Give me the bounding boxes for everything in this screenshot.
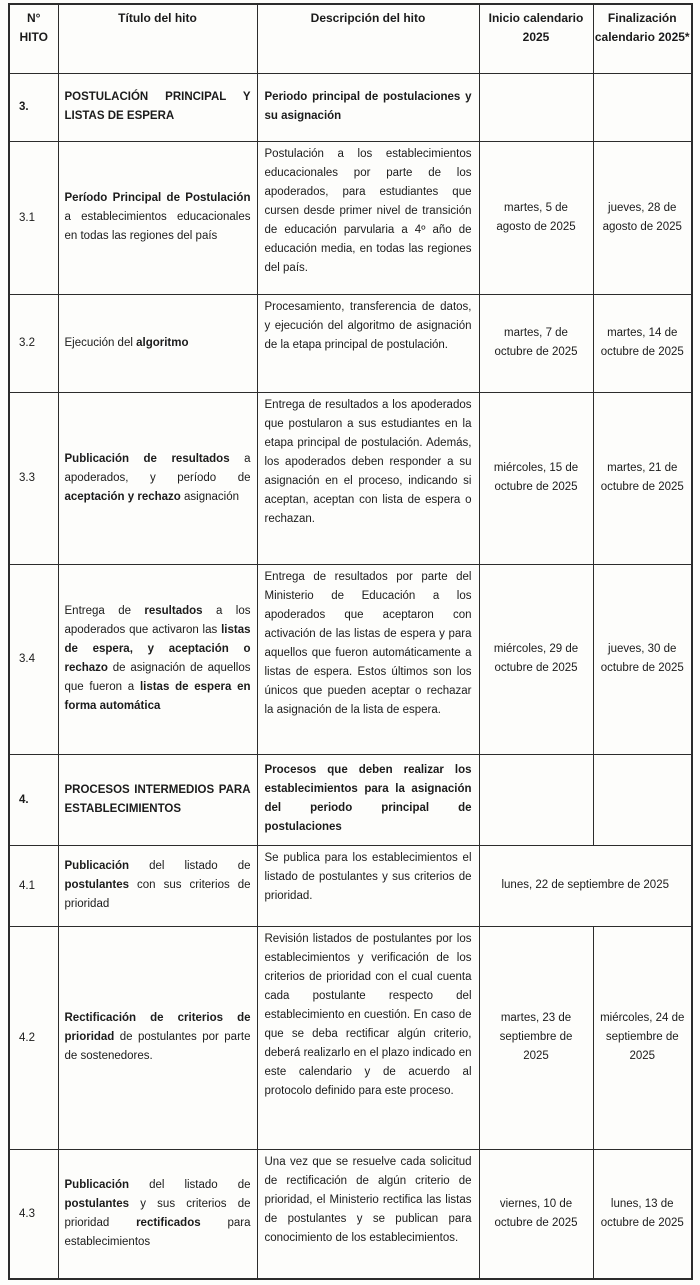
table-row (9, 294, 692, 392)
row-date-start (479, 754, 593, 845)
row-title: PROCESOS INTERMEDIOS PARA ESTABLECIMIENTOS (58, 754, 257, 845)
header-row (9, 4, 692, 73)
header-cell-inicio: Inicio calendario 2025 (479, 4, 593, 73)
row-number: 3.4 (9, 564, 58, 754)
table-row (9, 141, 692, 294)
row-description: Revisión listados de postulantes por los establecimientos y verificación de los criterios de prioridad con el cual cuenta cada postulante respecto del establecimiento en cuestión. En caso de que se deba rectificar algún criterio, deberá realizarlo en el plazo indicado en este calendario y de acuerdo al protocolo definido para este proceso. (257, 926, 479, 1149)
row-number: 4.1 (9, 845, 58, 926)
row-description: Se publica para los establecimientos el listado de postulantes y sus criterios de prioridad. (257, 845, 479, 926)
row-date-start: martes, 23 de septiembre de 2025 (479, 926, 593, 1149)
row-number: 4.2 (9, 926, 58, 1149)
table-row (9, 564, 692, 754)
row-date-end: martes, 21 de octubre de 2025 (593, 392, 692, 564)
row-title: Publicación del listado de postulantes con sus criterios de prioridad (58, 845, 257, 926)
row-date-end (593, 754, 692, 845)
row-title: POSTULACIÓN PRINCIPAL Y LISTAS DE ESPERA (58, 73, 257, 141)
table-row (9, 754, 692, 845)
row-date-start: viernes, 10 de octubre de 2025 (479, 1149, 593, 1279)
row-number: 4.3 (9, 1149, 58, 1279)
row-number: 3.3 (9, 392, 58, 564)
row-description: Procesamiento, transferencia de datos, y ejecución del algoritmo de asignación de la etapa principal de postulación. (257, 294, 479, 392)
row-date-end: jueves, 28 de agosto de 2025 (593, 141, 692, 294)
row-title: Publicación de resultados a apoderados, y período de aceptación y rechazo asignación (58, 392, 257, 564)
row-date-start: martes, 7 de octubre de 2025 (479, 294, 593, 392)
row-number: 3. (9, 73, 58, 141)
row-date-end: martes, 14 de octubre de 2025 (593, 294, 692, 392)
row-description: Entrega de resultados por parte del Ministerio de Educación a los apoderados que aceptaron con activación de las listas de espera y para aquellos que fueron automáticamente a listas de espera. Estos últimos son los únicos que pueden aceptar o rechazar la asignación de la lista de espera. (257, 564, 479, 754)
row-date-start: miércoles, 15 de octubre de 2025 (479, 392, 593, 564)
header-cell-numero (9, 4, 58, 73)
row-description: Una vez que se resuelve cada solicitud de rectificación de algún criterio de prioridad, el Ministerio rectifica las listas de postulantes y se publican para conocimiento de los establecimientos. (257, 1149, 479, 1279)
table-row (9, 926, 692, 1149)
table-body (9, 73, 692, 1279)
header-cell-titulo: Título del hito (58, 4, 257, 73)
row-date-end: jueves, 30 de octubre de 2025 (593, 564, 692, 754)
header-numero-line1: N° (27, 11, 41, 25)
row-number: 4. (9, 754, 58, 845)
row-date-end (593, 73, 692, 141)
row-description: Entrega de resultados a los apoderados que postularon a sus estudiantes en la etapa principal de postulación. Además, los apoderados deben responder a su asignación en el proceso, indicando si aceptan, aceptan con lista de espera o rechazan. (257, 392, 479, 564)
row-title: Entrega de resultados a los apoderados que activaron las listas de espera, y aceptación o rechazo de asignación de aquellos que fueron a listas de espera en forma automática (58, 564, 257, 754)
header-cell-finalizacion: Finalización calendario 2025* (593, 4, 692, 73)
calendar-table (8, 3, 693, 1280)
header-numero-line2: HITO (19, 30, 48, 44)
row-title: Período Principal de Postulación a establecimientos educacionales en todas las regiones del país (58, 141, 257, 294)
row-date-start (479, 73, 593, 141)
row-date-end: miércoles, 24 de septiembre de 2025 (593, 926, 692, 1149)
header-cell-descripcion: Descripción del hito (257, 4, 479, 73)
row-title: Rectificación de criterios de prioridad de postulantes por parte de sostenedores. (58, 926, 257, 1149)
row-description: Periodo principal de postulaciones y su asignación (257, 73, 479, 141)
row-date-end: lunes, 13 de octubre de 2025 (593, 1149, 692, 1279)
row-title: Publicación del listado de postulantes y sus criterios de prioridad rectificados para establecimientos (58, 1149, 257, 1279)
row-title: Ejecución del algoritmo (58, 294, 257, 392)
row-number: 3.1 (9, 141, 58, 294)
row-date-start: miércoles, 29 de octubre de 2025 (479, 564, 593, 754)
row-description: Procesos que deben realizar los establecimientos para la asignación del periodo principal de postulaciones (257, 754, 479, 845)
row-date-merged: lunes, 22 de septiembre de 2025 (479, 845, 692, 926)
table-row (9, 845, 692, 926)
row-date-start: martes, 5 de agosto de 2025 (479, 141, 593, 294)
row-description: Postulación a los establecimientos educacionales por parte de los apoderados, para estudiantes que cursen desde primer nivel de transición de educación parvularia a 4º año de educación media, en todas las regiones del país. (257, 141, 479, 294)
table-row (9, 392, 692, 564)
row-number: 3.2 (9, 294, 58, 392)
table-row (9, 1149, 692, 1279)
table-row (9, 73, 692, 141)
